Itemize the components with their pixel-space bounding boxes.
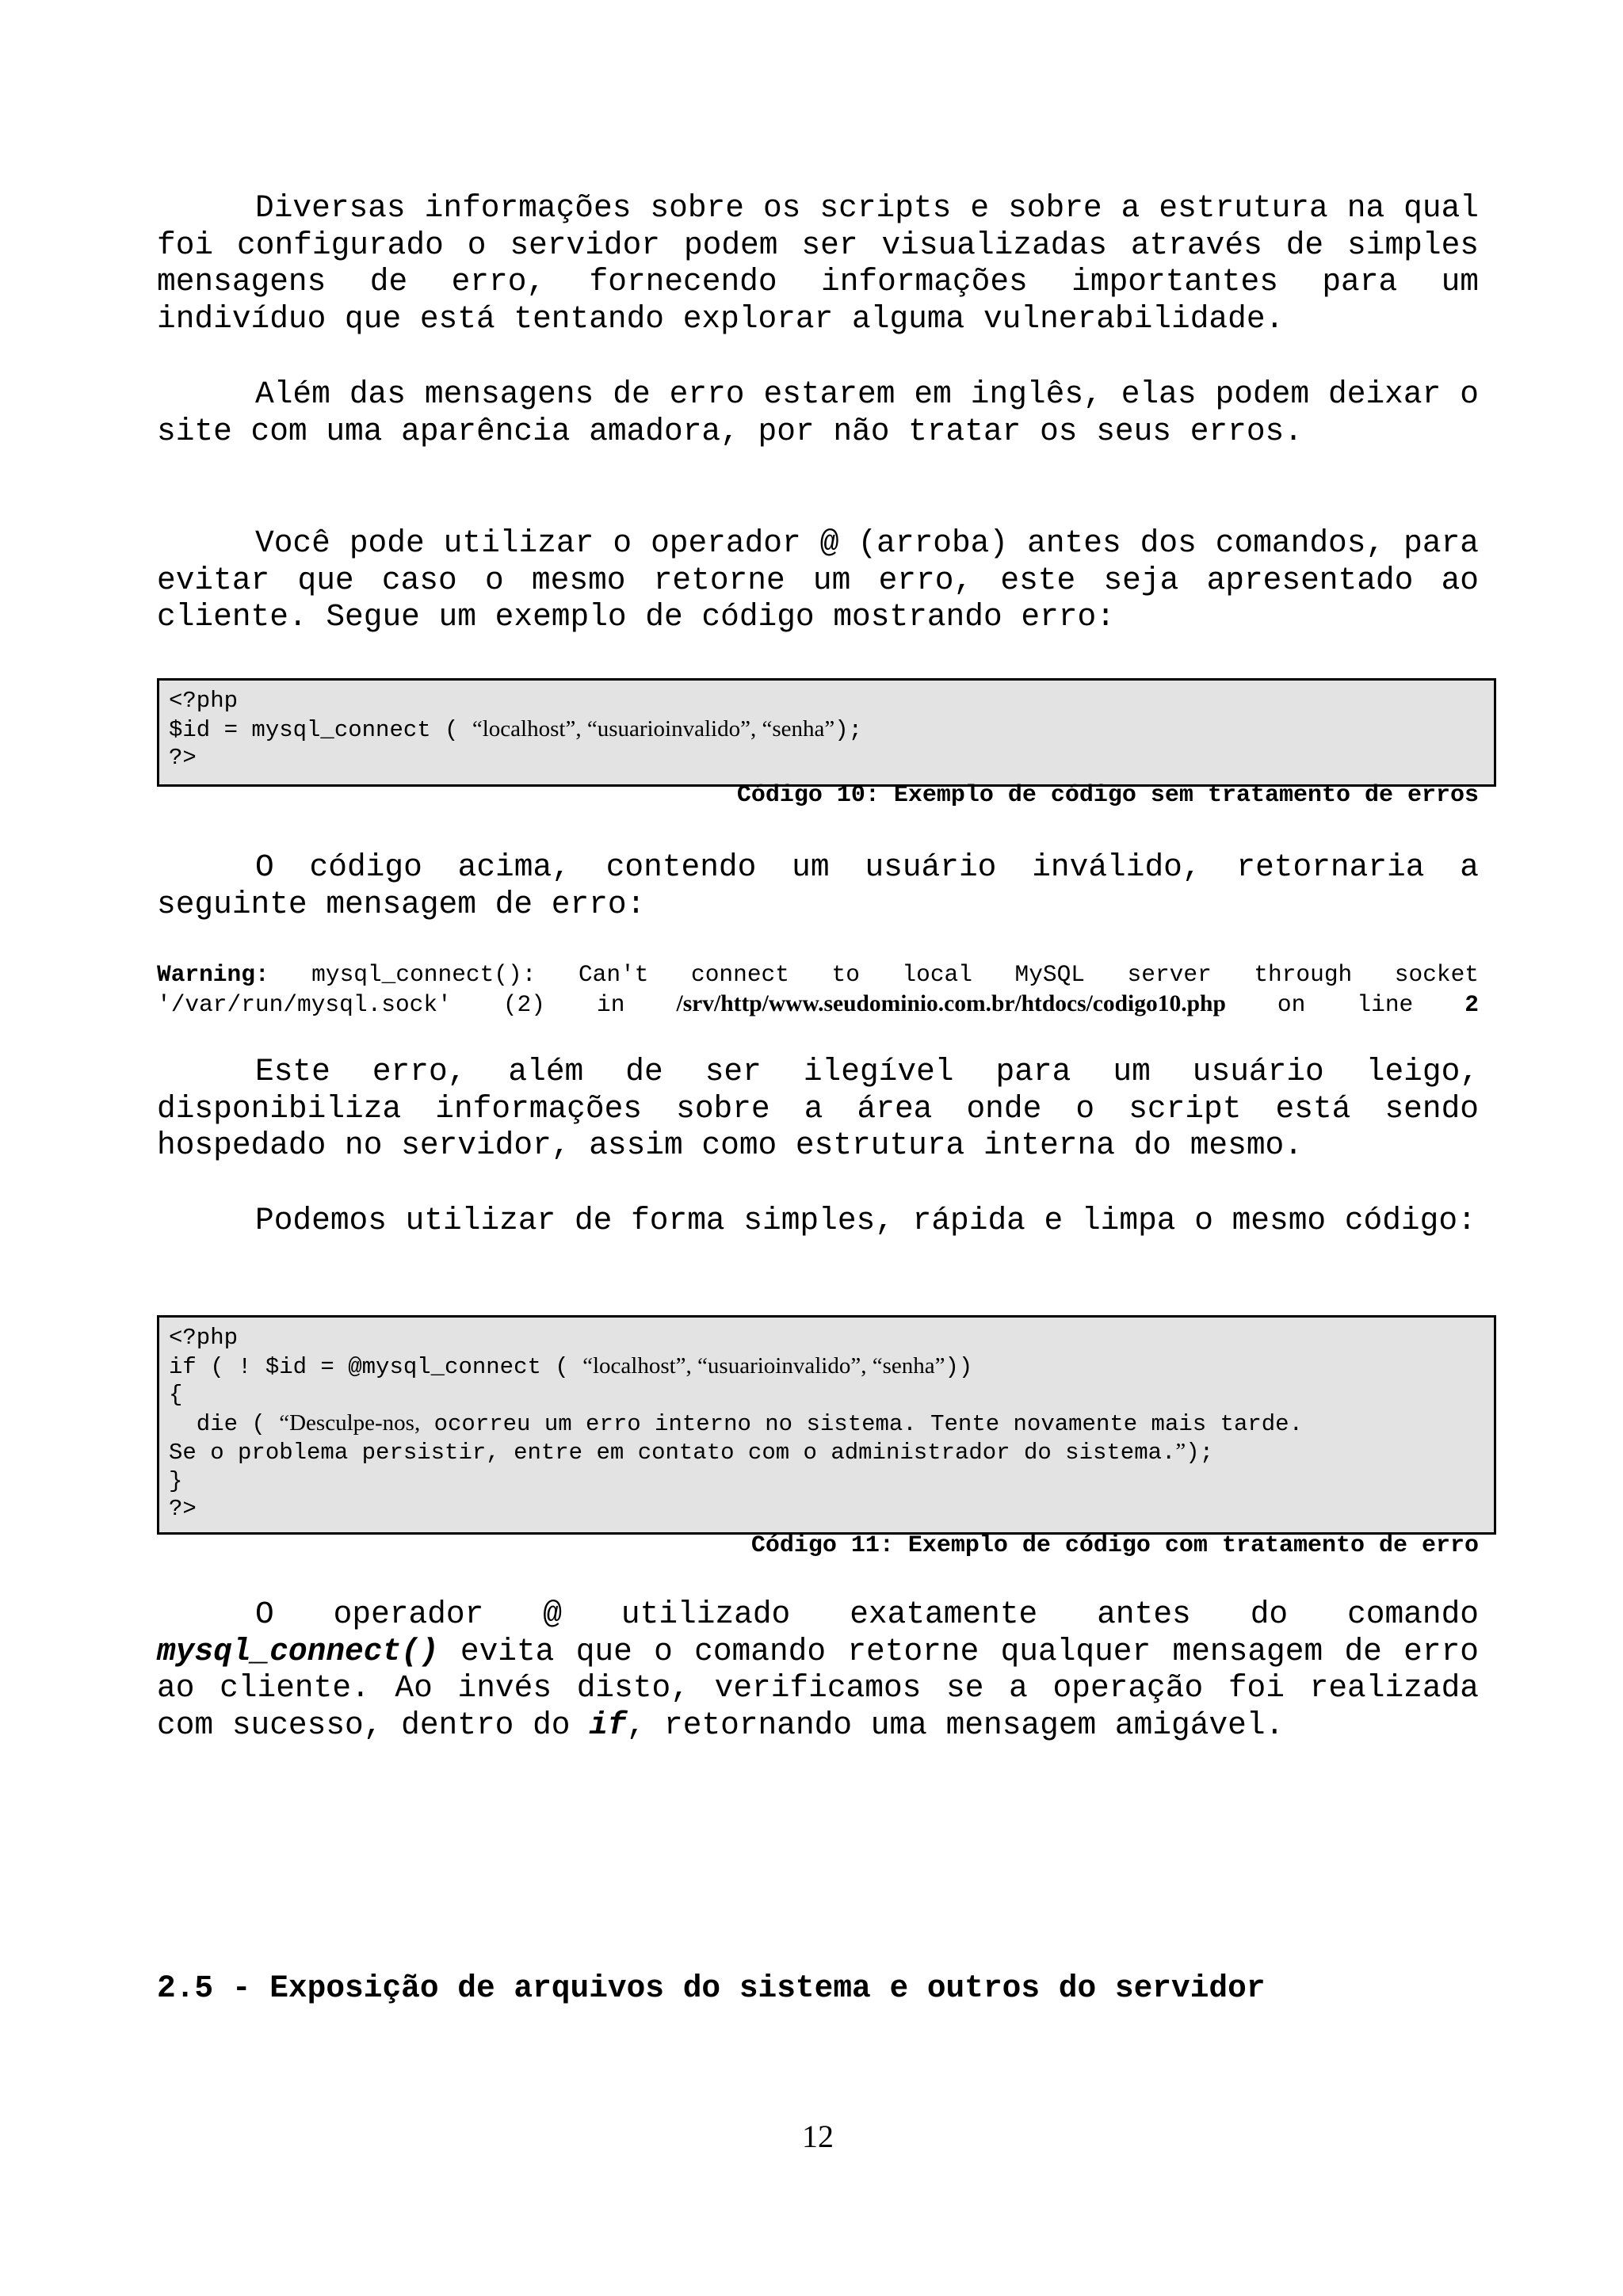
inline-code-if: if xyxy=(589,1707,627,1743)
warning-line-number: 2 xyxy=(1465,991,1479,1018)
warning-message xyxy=(157,960,1479,1020)
warning-line-2: '/var/run/mysql.sock' (2) in /srv/http/www.seudominio.com.br/htdocs/codigo10.php on line 2 xyxy=(157,991,1479,1018)
code10-line1: <?php xyxy=(169,688,239,714)
paragraph-error-info: Diversas informações sobre os scripts e sobre a estrutura na qual foi configurado o servidor podem ser visualizadas através de simples mensagens de erro, fornecendo informações importantes para um indivíduo que está tentando explorar alguma vulnerabilidade. xyxy=(157,190,1479,337)
warning-line-1: Warning: mysql_connect(): Can't connect to local MySQL server through socket xyxy=(157,961,1479,988)
code10-line3: ?> xyxy=(169,745,197,771)
code-block-11 xyxy=(157,1315,1496,1535)
paragraph-operator-explanation: O operador @ utilizado exatamente antes do comando mysql_connect() evita que o comando retorne qualquer mensagem de erro ao cliente. Ao invés disto, verificamos se a operação foi realizada com sucesso, dentro do if, retornando uma mensagem amigável. xyxy=(157,1596,1479,1743)
code-block-10 xyxy=(157,678,1496,787)
caption-code-11: Código 11: Exemplo de código com tratamento de erro xyxy=(750,1532,1479,1559)
inline-code-mysql-connect: mysql_connect() xyxy=(157,1633,439,1669)
code11-line5: Se o problema persistir, entre em contato com o administrador do sistema.”); xyxy=(169,1439,1214,1466)
warning-path: /srv/http/www.seudominio.com.br/htdocs/codigo10.php xyxy=(676,991,1226,1016)
code11-line3: { xyxy=(169,1382,183,1408)
paragraph-invalid-user: O código acima, contendo um usuário inválido, retornaria a seguinte mensagem de erro: xyxy=(157,849,1479,922)
code11-line4: die ( “Desculpe-nos, ocorreu um erro interno no sistema. Tente novamente mais tarde. xyxy=(169,1409,1303,1437)
warning-label: Warning xyxy=(157,961,255,988)
code11-line1: <?php xyxy=(169,1325,239,1351)
caption-code-10: Código 10: Exemplo de código sem tratamento de erros xyxy=(736,782,1479,809)
paragraph-illegible-error: Este erro, além de ser ilegível para um usuário leigo, disponibiliza informações sobre a área onde o script está sendo hospedado no servidor, assim como estrutura interna do mesmo. xyxy=(157,1054,1479,1163)
paragraph-arroba-operator: Você pode utilizar o operador @ (arroba) antes dos comandos, para evitar que caso o mesmo retorne um erro, este seja apresentado ao cliente. Segue um exemplo de código mostrando erro: xyxy=(157,525,1479,635)
code11-line2: if ( ! $id = @mysql_connect ( “localhost”, “usuarioinvalido”, “senha”)) xyxy=(169,1352,973,1380)
section-heading: 2.5 - Exposição de arquivos do sistema e outros do servidor xyxy=(157,1970,1266,2006)
paragraph-english-errors: Além das mensagens de erro estarem em inglês, elas podem deixar o site com uma aparência amadora, por não tratar os seus erros. xyxy=(157,376,1479,449)
code11-line7: ?> xyxy=(169,1496,197,1522)
page-number: 12 xyxy=(802,2119,834,2154)
code11-line6: } xyxy=(169,1467,183,1494)
code10-line2: $id = mysql_connect ( “localhost”, “usuarioinvalido”, “senha”); xyxy=(169,715,863,743)
paragraph-simple-code: Podemos utilizar de forma simples, rápida e limpa o mesmo código: xyxy=(255,1203,1476,1238)
